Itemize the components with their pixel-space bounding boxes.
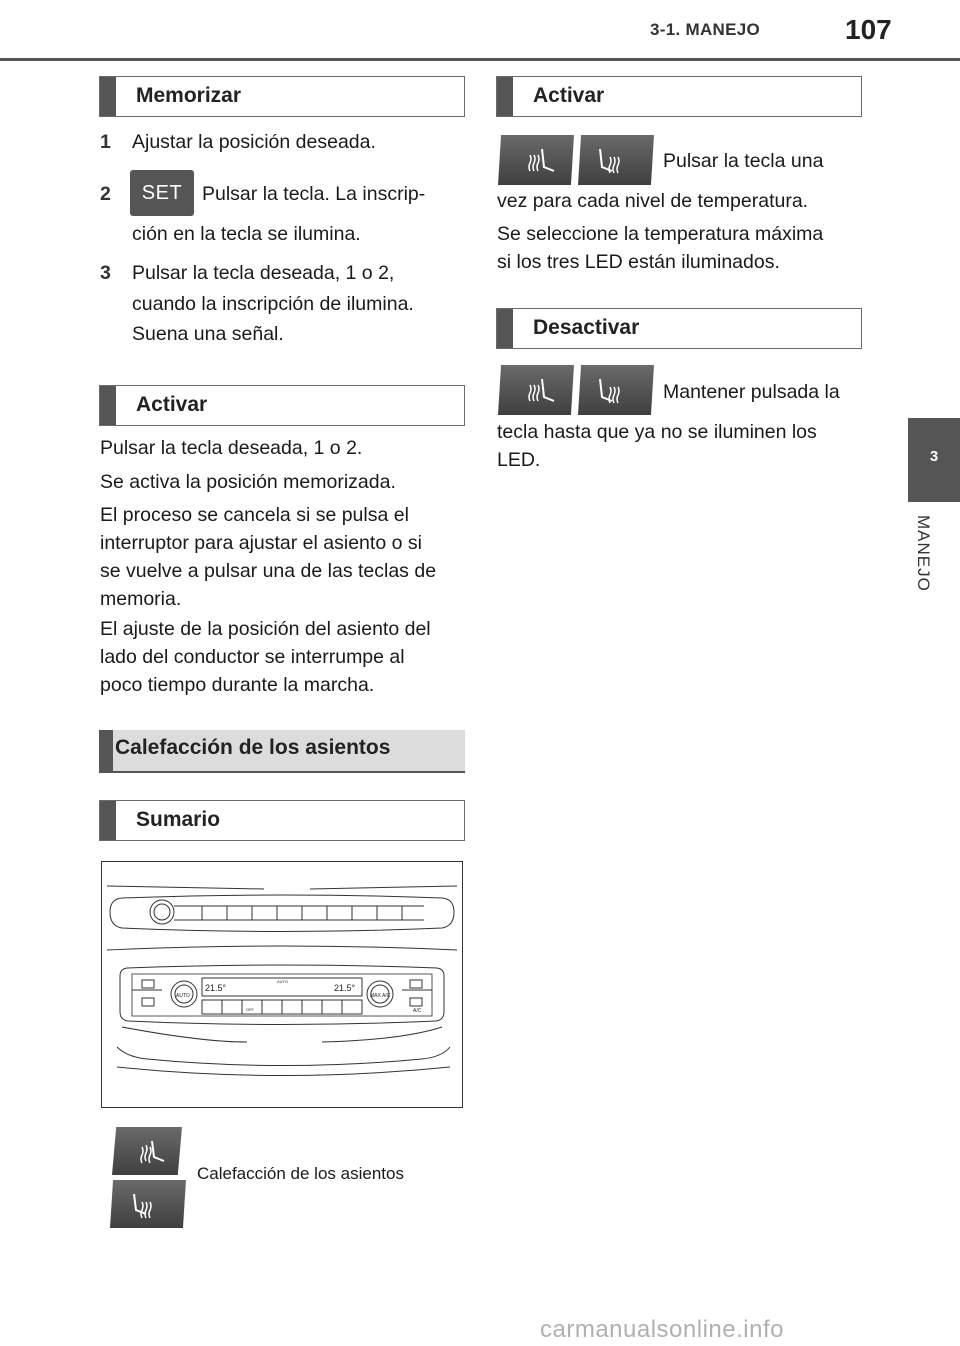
running-header: 3-1. MANEJO (650, 20, 761, 39)
heading-text: Sumario (136, 808, 221, 831)
ac-button-label: A/C (413, 1008, 422, 1014)
chapter-tab (908, 418, 960, 502)
auto-button-label: AUTO (176, 993, 190, 999)
step-1 (100, 128, 111, 156)
heading-activar-right (496, 76, 862, 117)
step-3-text: Pulsar la tecla deseada, 1 o 2, (132, 262, 395, 284)
activar-right-p2 (497, 220, 823, 276)
seat-heating-button-right (578, 135, 654, 185)
heading-memorizar (99, 76, 465, 117)
seat-heating-button-left (498, 365, 574, 415)
line: lado del conductor se interrumpe al (100, 646, 405, 668)
line: poco tiempo durante la marcha. (100, 674, 375, 696)
watermark: carmanualsonline.info (540, 1316, 784, 1343)
heading-underline (99, 771, 465, 773)
seat-heating-button-right (578, 365, 654, 415)
seat-heat-icon (498, 365, 574, 415)
seat-heat-icon (578, 135, 654, 185)
step-2-text-cont: ción en la tecla se ilumina. (132, 223, 361, 245)
line: interruptor para ajustar el asiento o si (100, 532, 422, 554)
heading-text: Activar (533, 84, 605, 107)
climate-panel-diagram (101, 861, 463, 1108)
desactivar-p1-cont2: LED. (497, 449, 541, 471)
desactivar-p1-cont: tecla hasta que ya no se iluminen los (497, 421, 817, 443)
line: memoria. (100, 588, 182, 610)
activar-p4 (100, 615, 431, 699)
activar-right-p1: Pulsar la tecla una (663, 150, 824, 172)
heading-sumario (99, 800, 465, 841)
heading-text: Activar (136, 393, 208, 416)
line: El proceso se cancela si se pulsa el (100, 504, 409, 526)
activar-p3 (100, 501, 436, 613)
heading-text: Memorizar (136, 84, 242, 107)
temp-right-label: 21.5° (334, 983, 356, 993)
off-button-label: OFF (246, 1007, 254, 1012)
line: Se seleccione la temperatura máxima (497, 223, 824, 245)
mode-label: AUTO (277, 979, 289, 984)
heading-bar (497, 309, 513, 348)
desactivar-p1: Mantener pulsada la (663, 381, 840, 403)
heading-text: Calefacción de los asientos (115, 736, 391, 759)
step-number: 1 (100, 131, 111, 153)
step-3-text-cont2: Suena una señal. (132, 323, 284, 345)
seat-heat-icon (112, 1127, 182, 1175)
activar-p1: Pulsar la tecla deseada, 1 o 2. (100, 437, 363, 459)
seat-heat-icon (110, 1180, 186, 1228)
header-rule (0, 58, 960, 61)
line: El ajuste de la posición del asiento del (100, 618, 431, 640)
heading-bar (100, 801, 116, 840)
heading-bar (100, 77, 116, 116)
step-number: 3 (100, 262, 111, 284)
step-1-text: Ajustar la posición deseada. (132, 131, 376, 153)
activar-right-p1-cont: vez para cada nivel de temperatura. (497, 190, 809, 212)
heading-activar-left (99, 385, 465, 426)
activar-p2: Se activa la posición memorizada. (100, 471, 396, 493)
line: se vuelve a pulsar una de las teclas de (100, 560, 437, 582)
heading-bar (99, 730, 113, 773)
seat-heating-button-left (498, 135, 574, 185)
heading-calefaccion (99, 730, 465, 773)
temp-left-label: 21.5° (205, 983, 227, 993)
seat-heating-button-right (110, 1180, 186, 1228)
step-2 (100, 180, 111, 208)
heading-text: Desactivar (533, 316, 640, 339)
page-number: 107 (845, 14, 892, 45)
chapter-name: MANEJO (914, 515, 933, 592)
heading-bar (497, 77, 513, 116)
step-3 (100, 259, 111, 287)
seat-heating-button-left (112, 1127, 182, 1175)
line: si los tres LED están iluminados. (497, 251, 780, 273)
chapter-number: 3 (929, 448, 939, 465)
step-number: 2 (100, 183, 111, 205)
max-ac-button-label: MAX A/C (370, 993, 391, 999)
set-key-icon: SET (130, 170, 194, 216)
step-2-text: Pulsar la tecla. La inscrip- (202, 183, 426, 205)
caption-seat-heating: Calefacción de los asientos (197, 1164, 404, 1183)
heading-bar (100, 386, 116, 425)
seat-heat-icon (498, 135, 574, 185)
step-3-text-cont: cuando la inscripción de ilumina. (132, 293, 414, 315)
heading-desactivar (496, 308, 862, 349)
seat-heat-icon (578, 365, 654, 415)
climate-panel-drawing (102, 862, 461, 1106)
